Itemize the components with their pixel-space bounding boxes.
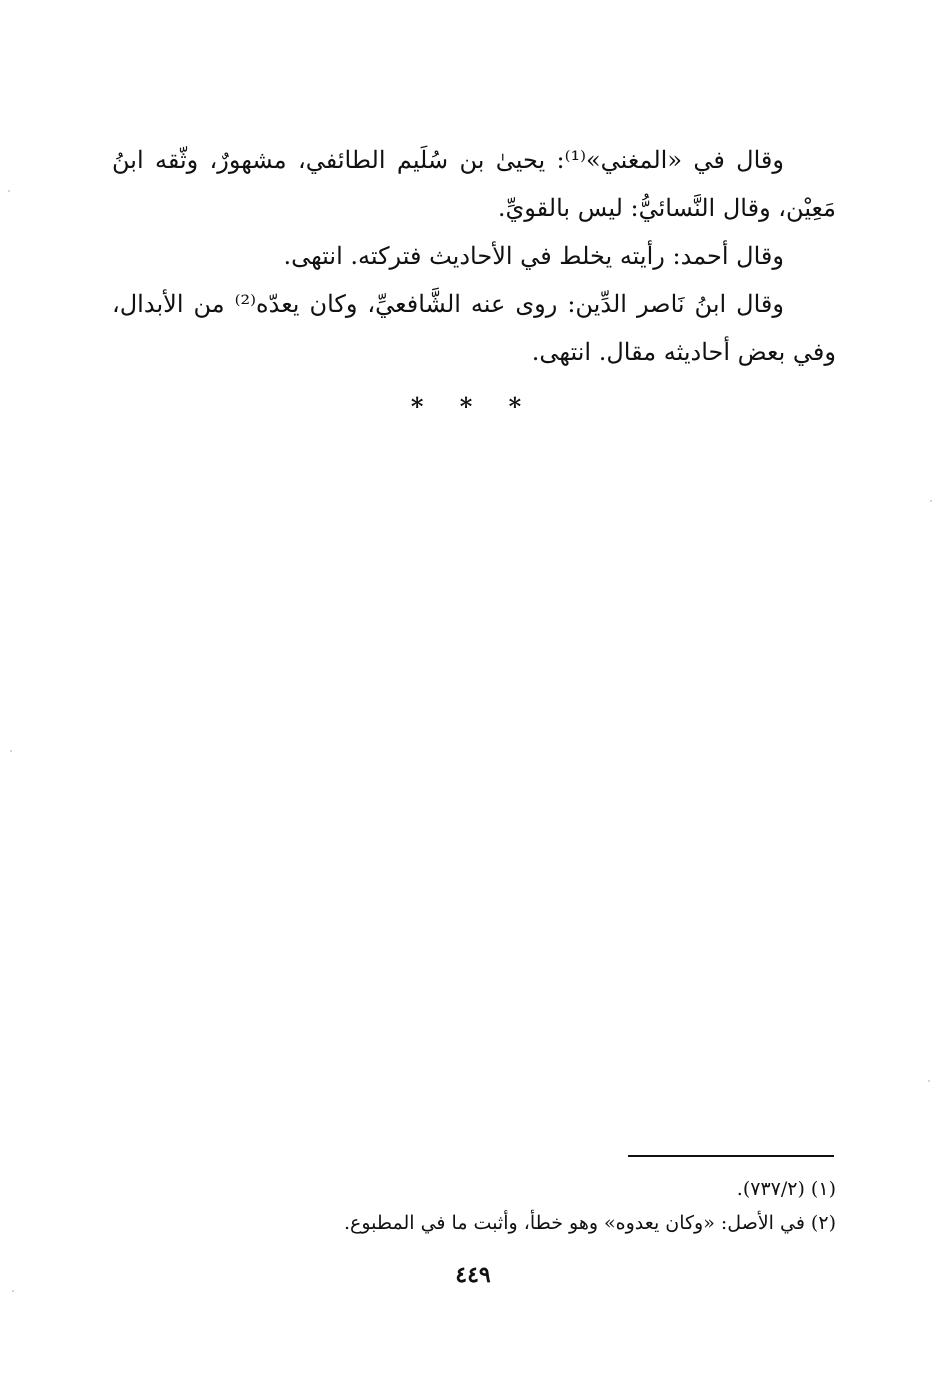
footnote-1: (١) (٧٣٧/٢).	[736, 1178, 836, 1200]
main-text	[112, 136, 836, 376]
footnotes	[112, 1172, 836, 1240]
section-separator: * * *	[410, 392, 536, 421]
page-number: ٤٤٩	[455, 1262, 491, 1288]
footnote-2: (٢) في الأصل: «وكان يعدوه» وهو خطأ، وأثبت ما في المطبوع.	[343, 1212, 836, 1234]
scan-speck	[928, 1080, 930, 1082]
footnote-divider	[628, 1155, 834, 1157]
scan-speck	[930, 500, 932, 502]
scan-speck	[10, 750, 12, 752]
paragraph-ibn-nasir-quote: وقال ابنُ نَاصر الدِّين: روى عنه الشَّافعيِّ، وكان يعدّه⁽²⁾ من الأبدال، وفي بعض أحاديثه مقال. انتهى.	[112, 290, 836, 366]
paragraph-mughni-quote: وقال في «المغني»⁽¹⁾: يحيىٰ بن سُلَيم الطائفي، مشهورٌ، وثّقه ابنُ مَعِيْن، وقال النَّسائيُّ: ليس بالقويِّ.	[112, 146, 836, 222]
scan-speck	[12, 1290, 14, 1292]
paragraph-ahmad-quote: وقال أحمد: رأيته يخلط في الأحاديث فتركته. انتهى.	[283, 242, 784, 270]
scan-speck	[8, 190, 10, 192]
